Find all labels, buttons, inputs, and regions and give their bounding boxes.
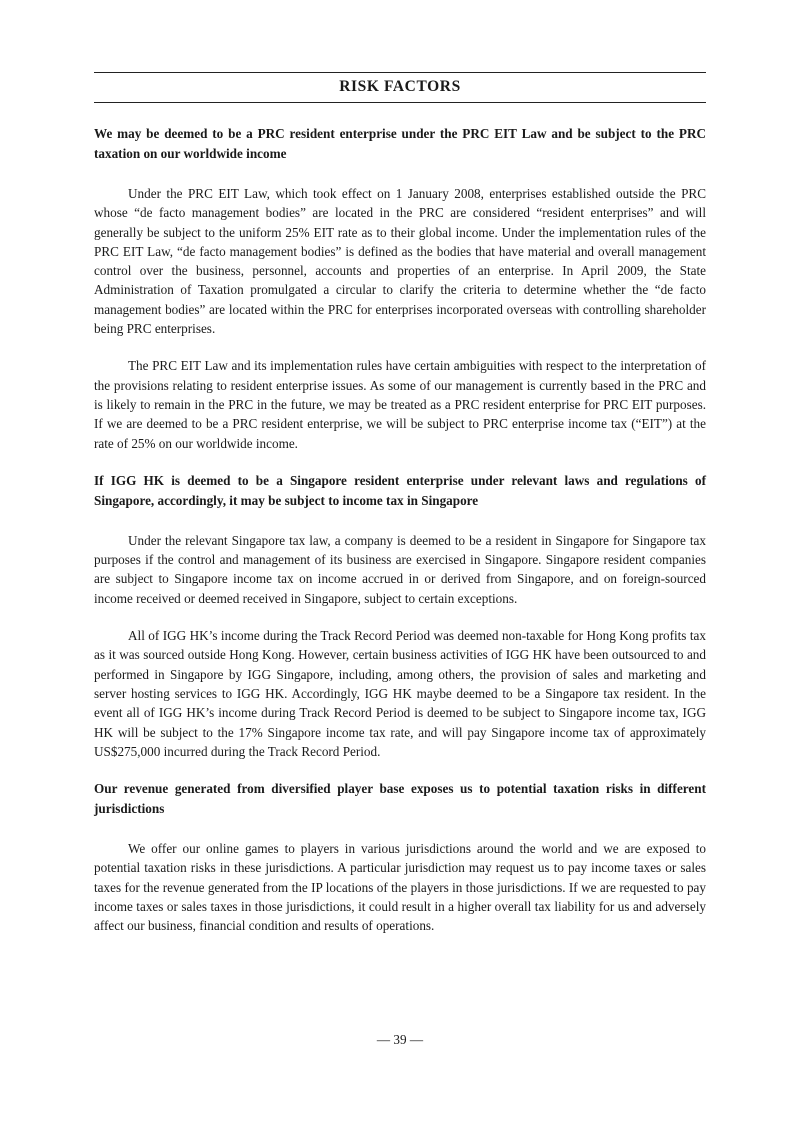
body-paragraph: The PRC EIT Law and its implementation rules have certain ambiguities with respect to the interpretation of the provisions relating to resident enterprise issues. As some of our management is currently based in the PRC and is likely to remain in the PRC in the future, we may be treated as a PRC resident enterprise for PRC EIT purposes. If we are deemed to be a PRC resident enterprise, we will be subject to PRC enterprise income tax (“EIT”) at the rate of 25% on our worldwide income. <box>94 358 706 451</box>
body-paragraph: All of IGG HK’s income during the Track Record Period was deemed non-taxable for Hong Kong profits tax as it was sourced outside Hong Kong. However, certain business activities of IGG HK have been outsourced to and performed in Singapore by IGG Singapore, including, among others, the provision of sales and marketing and server hosting services to IGG HK. Accordingly, IGG HK maybe deemed to be a Singapore tax resident. In the event all of IGG HK’s income during Track Record Period is deemed to be subject to Singapore income tax, IGG HK will be subject to the 17% Singapore income tax rate, and will pay Singapore income tax of approximately US$275,000 incurred during the Track Record Period. <box>94 628 706 759</box>
body-paragraph: We offer our online games to players in various jurisdictions around the world and we are exposed to potential taxation risks in these jurisdictions. A particular jurisdiction may request us to pay income taxes or sales taxes for the revenue generated from the IP locations of the players in those jurisdictions. If we are requested to pay income taxes or sales taxes in those jurisdictions, it could result in a higher overall tax liability for us and adversely affect our business, financial condition and results of operations. <box>94 841 706 934</box>
section-heading: Our revenue generated from diversified player base exposes us to potential taxation risks in different jurisdictions <box>94 781 706 817</box>
section-heading: We may be deemed to be a PRC resident enterprise under the PRC EIT Law and be subject to the PRC taxation on our worldwide income <box>94 126 706 161</box>
section-heading: If IGG HK is deemed to be a Singapore resident enterprise under relevant laws and regulations of Singapore, accordingly, it may be subject to income tax in Singapore <box>94 472 706 508</box>
section-diversified-player-base <box>94 779 706 935</box>
body-paragraph: Under the relevant Singapore tax law, a company is deemed to be a resident in Singapore for Singapore tax purposes if the control and management of its business are exercised in Singapore. Singapore resident companies are subject to Singapore income tax on income accrued in or derived from Singapore, and on foreign-sourced income received or deemed received in Singapore, subject to certain exceptions. <box>94 532 706 606</box>
body-paragraph: Under the PRC EIT Law, which took effect on 1 January 2008, enterprises established outside the PRC whose “de facto management bodies” are located in the PRC are considered “resident enterprises” and will generally be subject to the uniform 25% EIT rate as to their global income. Under the implementation rules of the PRC EIT Law, “de facto management bodies” is defined as the bodies that have material and overall management control over the business, personnel, accounts and properties of an enterprise. In April 2009, the State Administration of Taxation promulgated a circular to clarify the criteria to determine whether the “de facto management bodies” are located within the PRC for enterprises incorporated overseas with controlling shareholder being PRC enterprises. <box>94 186 706 337</box>
section-prc-resident-enterprise <box>94 124 706 453</box>
section-singapore-resident-enterprise <box>94 471 706 761</box>
page-header-title: RISK FACTORS <box>339 78 461 95</box>
header-bottom-rule <box>94 102 706 103</box>
document-body <box>94 124 706 954</box>
page-number: — 39 — <box>376 1032 424 1047</box>
header-top-rule <box>94 72 706 73</box>
